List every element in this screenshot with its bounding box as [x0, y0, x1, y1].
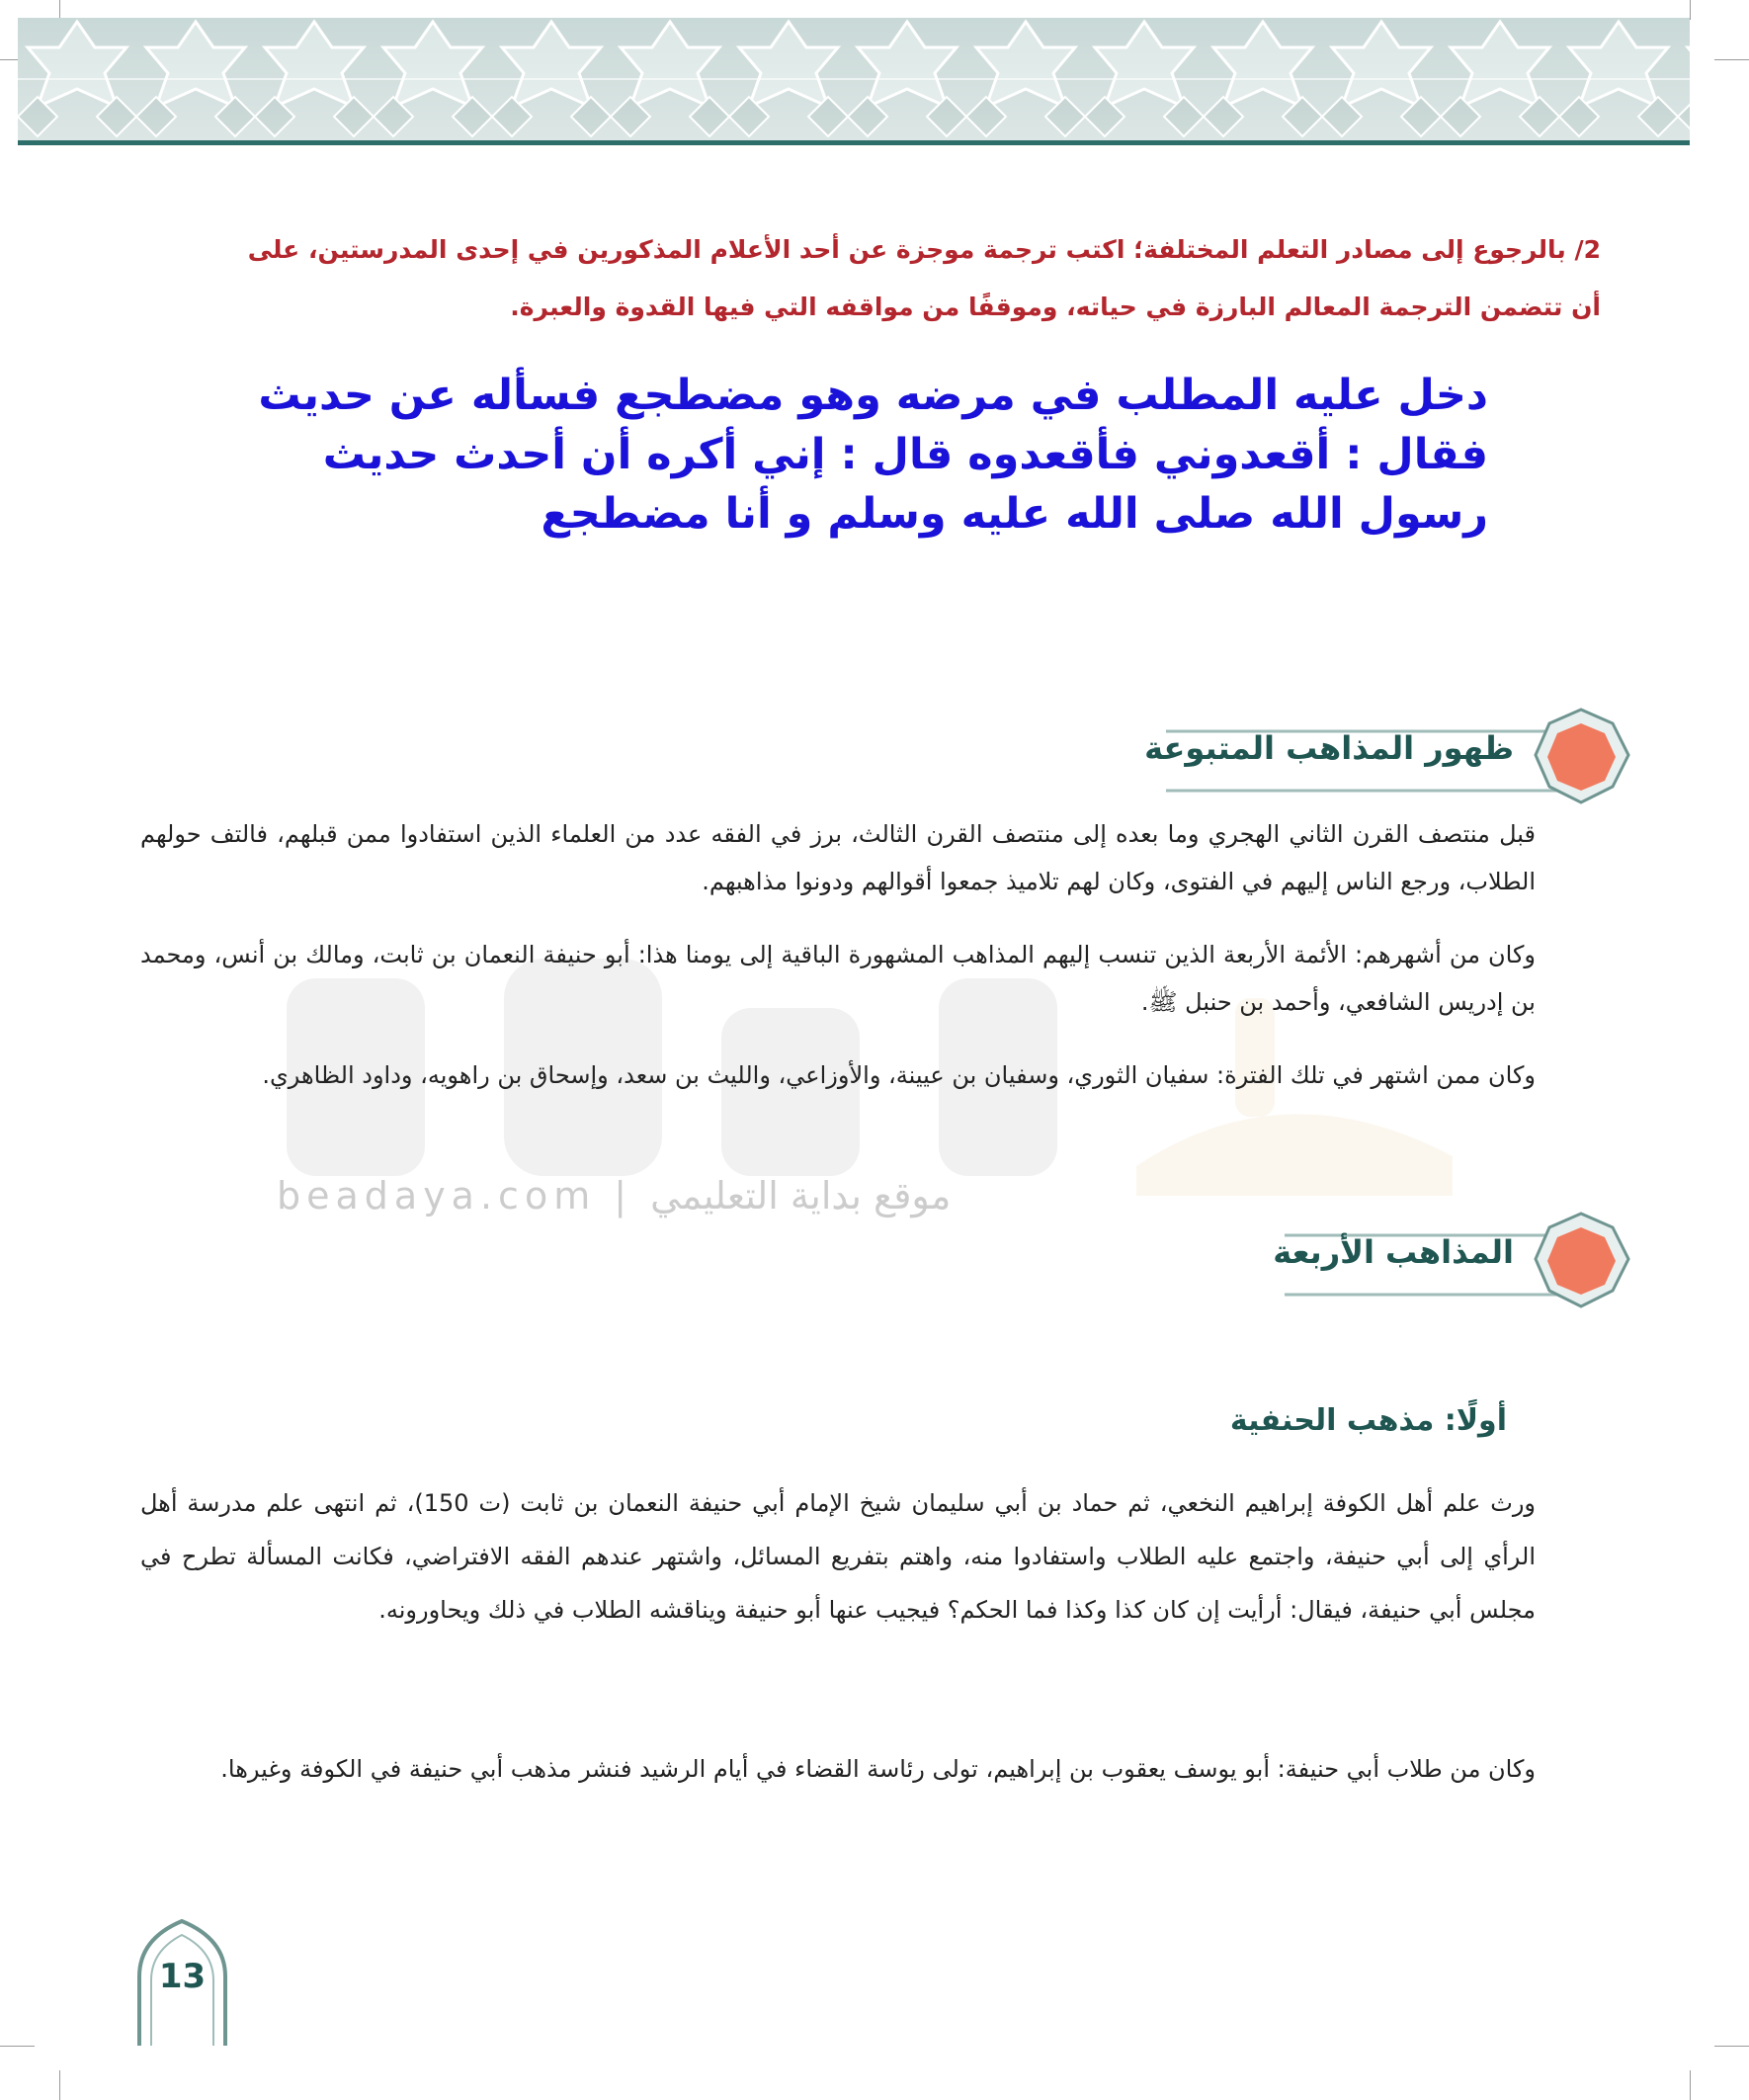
paragraph: ورث علم أهل الكوفة إبراهيم النخعي، ثم حماد بن أبي سليمان شيخ الإمام أبي حنيفة النعمان بن ثابت (ت 150)، ثم انتهى علم مدرسة أهل الرأي إلى أبي حنيفة، واجتمع عليه الطلاب واستفادوا منه، واهتم بتفريع المسائل، واشتهر عندهم الفقه الافتراضي، فكانت المسألة تطرح في مجلس أبي حنيفة، فيقال: أرأيت إن كان كذا وكذا فما الحكم؟ فيجيب عنها أبو حنيفة ويناقشه الطلاب في ذلك ويحاورونه. [140, 1489, 1536, 1624]
question-line-2: أن تتضمن الترجمة المعالم البارزة في حياته، وموقفًا من مواقفه التي فيها القدوة والعبرة. [510, 293, 1601, 321]
answer-text: دخل عليه المطلب في مرضه وهو مضطجع فسأله عن حديث فقال : أقعدوني فأقعدوه قال : إني أكره أن أحدث حديث رسول الله صلى الله عليه وسلم و أنا مضطجع [258, 371, 1488, 539]
geometric-pattern [18, 18, 1690, 140]
paragraph: وكان من طلاب أبي حنيفة: أبو يوسف يعقوب بن إبراهيم، تولى رئاسة القضاء في أيام الرشيد فنشر مذهب أبي حنيفة في الكوفة وغيرها. [220, 1755, 1536, 1783]
watermark-text: beadaya.com | موقع بداية التعليمي [277, 1174, 952, 1218]
crop-mark [1690, 0, 1691, 20]
crop-mark [59, 0, 60, 20]
subsection-title: أولًا: مذهب الحنفية [1229, 1403, 1507, 1438]
crop-mark [1714, 59, 1749, 60]
section-heading-1 [1144, 702, 1640, 820]
paragraph: قبل منتصف القرن الثاني الهجري وما بعده إلى منتصف القرن الثالث، برز في الفقه عدد من العلماء الذين استفادوا ممن قبلهم، فالتف حولهم الطلاب، ورجع الناس إليهم في الفتوى، وكان لهم تلاميذ جمعوا أقوالهم ودونوا مذاهبهم. [140, 820, 1536, 895]
paragraph: وكان من أشهرهم: الأئمة الأربعة الذين تنسب إليهم المذاهب المشهورة الباقية إلى يومنا هذا: أبو حنيفة النعمان بن ثابت، ومالك بن أنس، ومحمد بن إدريس الشافعي، وأحمد بن حنبل ﷺ. [140, 941, 1536, 1016]
section-title: ظهور المذاهب المتبوعة [1144, 729, 1514, 767]
crop-mark [0, 2046, 35, 2047]
header-pattern-band [18, 18, 1690, 145]
question-line-1: 2/ بالرجوع إلى مصادر التعلم المختلفة؛ اكتب ترجمة موجزة عن أحد الأعلام المذكورين في إحدى المدرستين، على [247, 235, 1601, 264]
crop-mark [1714, 2046, 1749, 2047]
paragraph: وكان ممن اشتهر في تلك الفترة: سفيان الثوري، وسفيان بن عيينة، والأوزاعي، والليث بن سعد، وإسحاق بن راهويه، وداود الظاهري. [262, 1061, 1536, 1089]
crop-mark [59, 2070, 60, 2100]
page-number: 13 [158, 1957, 207, 1996]
section-title: المذاهب الأربعة [1273, 1233, 1514, 1271]
crop-mark [1690, 2070, 1691, 2100]
section-heading-2 [1166, 1206, 1640, 1324]
